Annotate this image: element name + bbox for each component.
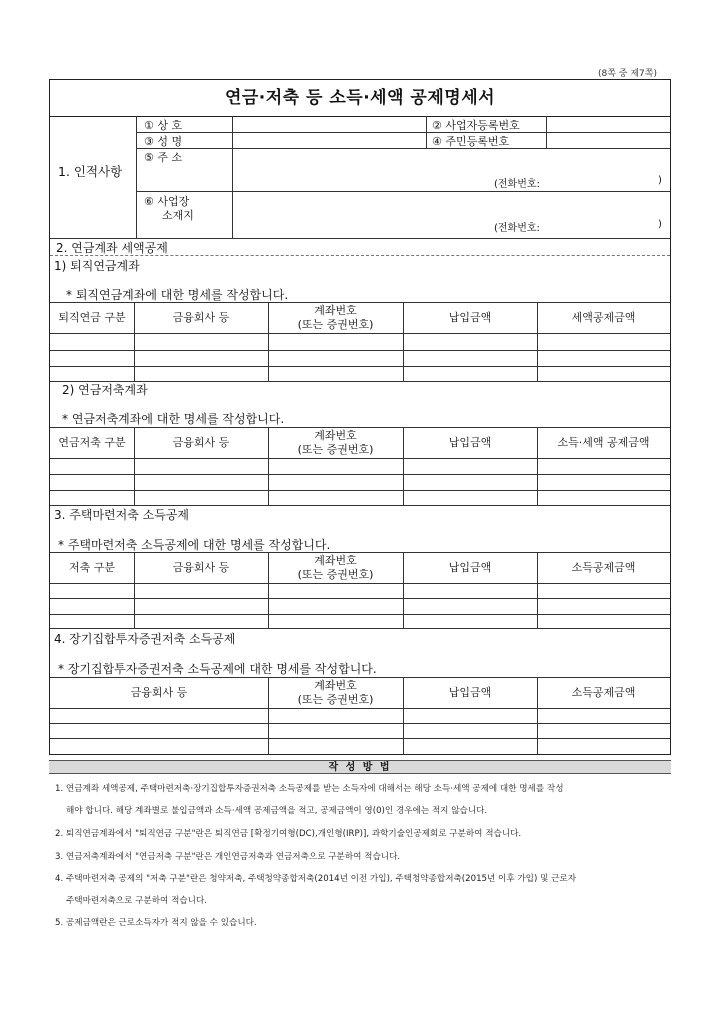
section2-sub2-note: * 연금저축계좌에 대한 명세를 작성합니다. <box>62 412 285 426</box>
table-c-header-payment: 납입금액 <box>448 560 492 574</box>
table-c-header-account: 계좌번호 <box>314 553 357 567</box>
table-d-header-institution: 금융회사 등 <box>130 685 188 699</box>
address-label: ⑤ 주 소 <box>144 151 183 164</box>
phone-label-2: (전화번호: <box>494 223 540 234</box>
form-title: 연금·저축 등 소득·세액 공제명세서 <box>50 80 670 117</box>
section2-label: 2. 연금계좌 세액공제 <box>56 241 168 255</box>
instruction-line-4b: 주택마련저축으로 구분하여 적습니다. <box>66 896 208 906</box>
table-b-header-institution: 금융회사 등 <box>172 435 230 449</box>
workplace-label-1: ⑥ 사업장 <box>144 195 190 208</box>
table-b-header-account: 계좌번호 <box>314 428 357 442</box>
section3-note: * 주택마련저축 소득공제에 대한 명세를 작성합니다. <box>58 538 331 552</box>
phone-label-1: (전화번호: <box>494 179 540 190</box>
table-d-header-deduction: 소득공제금액 <box>571 685 636 699</box>
table-c-header-institution: 금융회사 등 <box>172 560 230 574</box>
phone-close-1: ) <box>658 175 662 186</box>
table-a-header-account-sub: (또는 증권번호) <box>297 317 374 331</box>
section2-sub1-label: 1) 퇴직연금계좌 <box>54 259 140 273</box>
table-b-header-type: 연금저축 구분 <box>58 435 126 449</box>
section4-note: * 장기집합투자증권저축 소득공제에 대한 명세를 작성합니다. <box>58 662 377 676</box>
instructions-title: 작 성 방 법 <box>49 760 671 774</box>
table-a-header-payment: 납입금액 <box>448 310 492 324</box>
table-c-header-account-sub: (또는 증권번호) <box>297 567 374 581</box>
name-label: ③ 성 명 <box>144 135 183 148</box>
table-d-header-account-sub: (또는 증권번호) <box>297 692 374 706</box>
resident-reg-no-label: ④ 주민등록번호 <box>432 135 510 148</box>
phone-close-2: ) <box>658 219 662 230</box>
section2-sub1-note: * 퇴직연금계좌에 대한 명세를 작성합니다. <box>66 288 289 302</box>
table-a-header-account: 계좌번호 <box>314 303 357 317</box>
table-b-header-account-sub: (또는 증권번호) <box>297 442 374 456</box>
table-a-header-deduction: 세액공제금액 <box>571 310 636 324</box>
instruction-line-1b: 해야 합니다. 해당 계좌별로 불입금액과 소득·세액 공제금액을 적고, 공제금액이 영(0)인 경우에는 적지 않습니다. <box>66 806 488 816</box>
table-b-header-deduction: 소득·세액 공제금액 <box>557 435 650 449</box>
instruction-line-1: 1. 연금계좌 세액공제, 주택마련저축·장기집합투자증권저축 소득공제를 받는 소득자에 대해서는 해당 소득·세액 공제에 대한 명세를 작성 <box>55 784 564 794</box>
company-name-label: ① 상 호 <box>144 119 183 132</box>
table-c-header-type: 저축 구분 <box>68 560 115 574</box>
business-reg-no-label: ② 사업자등록번호 <box>432 119 520 132</box>
section3-label: 3. 주택마련저축 소득공제 <box>54 508 189 522</box>
form-frame <box>49 79 671 755</box>
instruction-line-5: 5. 공제금액란은 근로소득자가 적지 않을 수 있습니다. <box>55 918 257 928</box>
instruction-line-3: 3. 연금저축계좌에서 "연금저축 구분"란은 개인연금저축과 연금저축으로 구분하여 적습니다. <box>55 852 401 862</box>
instruction-line-2: 2. 퇴직연금계좌에서 "퇴직연금 구분"란은 퇴직연금 [확정기여형(DC),개인형(IRP)], 과학기술인공제회로 구분하여 적습니다. <box>55 829 522 839</box>
page-number: (8쪽 중 제7쪽) <box>598 69 657 79</box>
table-d-header-account: 계좌번호 <box>314 678 357 692</box>
table-c-header-deduction: 소득공제금액 <box>571 560 636 574</box>
section1-label: 1. 인적사항 <box>58 164 123 179</box>
section2-sub2-label: 2) 연금저축계좌 <box>62 383 148 397</box>
table-b-header-payment: 납입금액 <box>448 435 492 449</box>
table-d-header-payment: 납입금액 <box>448 685 492 699</box>
workplace-label-2: 소재지 <box>162 209 194 222</box>
table-a-header-type: 퇴직연금 구분 <box>58 310 126 324</box>
table-a-header-institution: 금융회사 등 <box>172 310 230 324</box>
instruction-line-4: 4. 주택마련저축 공제의 "저축 구분"란은 청약저축, 주택청약종합저축(2014년 이전 가입), 주택청약종합저축(2015년 이후 가입) 및 근로자 <box>55 874 577 884</box>
section4-label: 4. 장기집합투자증권저축 소득공제 <box>54 632 236 646</box>
